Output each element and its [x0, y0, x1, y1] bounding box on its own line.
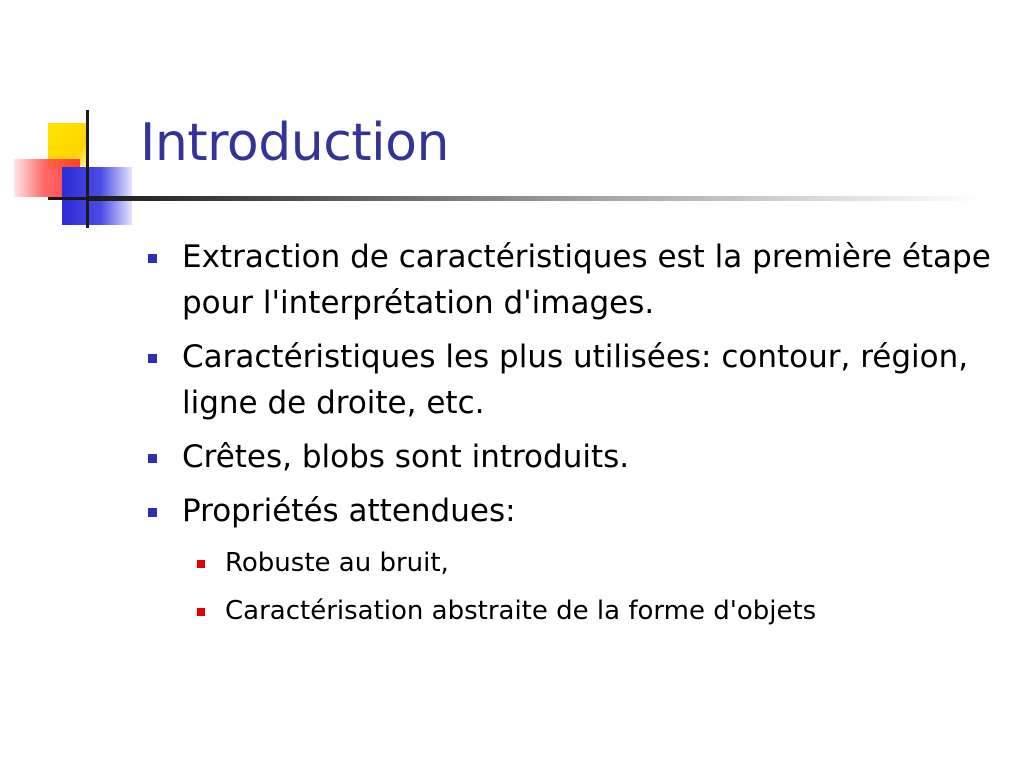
sub-bullet-text: Caractérisation abstraite de la forme d'objets: [225, 596, 817, 626]
logo-vertical-line: [86, 110, 89, 228]
square-sub-bullet-icon: [197, 560, 205, 568]
square-sub-bullet-icon: [197, 608, 205, 616]
bullet-text: Extraction de caractéristiques est la première étape pour l'interprétation d'images.: [182, 239, 991, 321]
bullet-text: Propriétés attendues:: [182, 493, 516, 529]
sub-bullet-text: Robuste au bruit,: [225, 548, 449, 578]
bullet-item: [145, 434, 1005, 480]
bullet-text: Crêtes, blobs sont introduits.: [182, 439, 630, 475]
bullet-text: Caractéristiques les plus utilisées: contour, région, ligne de droite, etc.: [182, 339, 969, 421]
sub-bullet-item: [145, 590, 1005, 632]
slide-content: [145, 234, 1005, 638]
square-bullet-icon: [148, 454, 157, 463]
square-bullet-icon: [148, 354, 157, 363]
sub-bullet-item: [145, 542, 1005, 584]
title-underline: [88, 196, 978, 201]
bullet-item: [145, 488, 1005, 534]
bullet-item: [145, 334, 1005, 426]
square-bullet-icon: [148, 254, 157, 263]
square-bullet-icon: [148, 508, 157, 517]
bullet-item: [145, 234, 1005, 326]
slide-title: Introduction: [140, 113, 449, 173]
corner-logo: [10, 105, 150, 235]
